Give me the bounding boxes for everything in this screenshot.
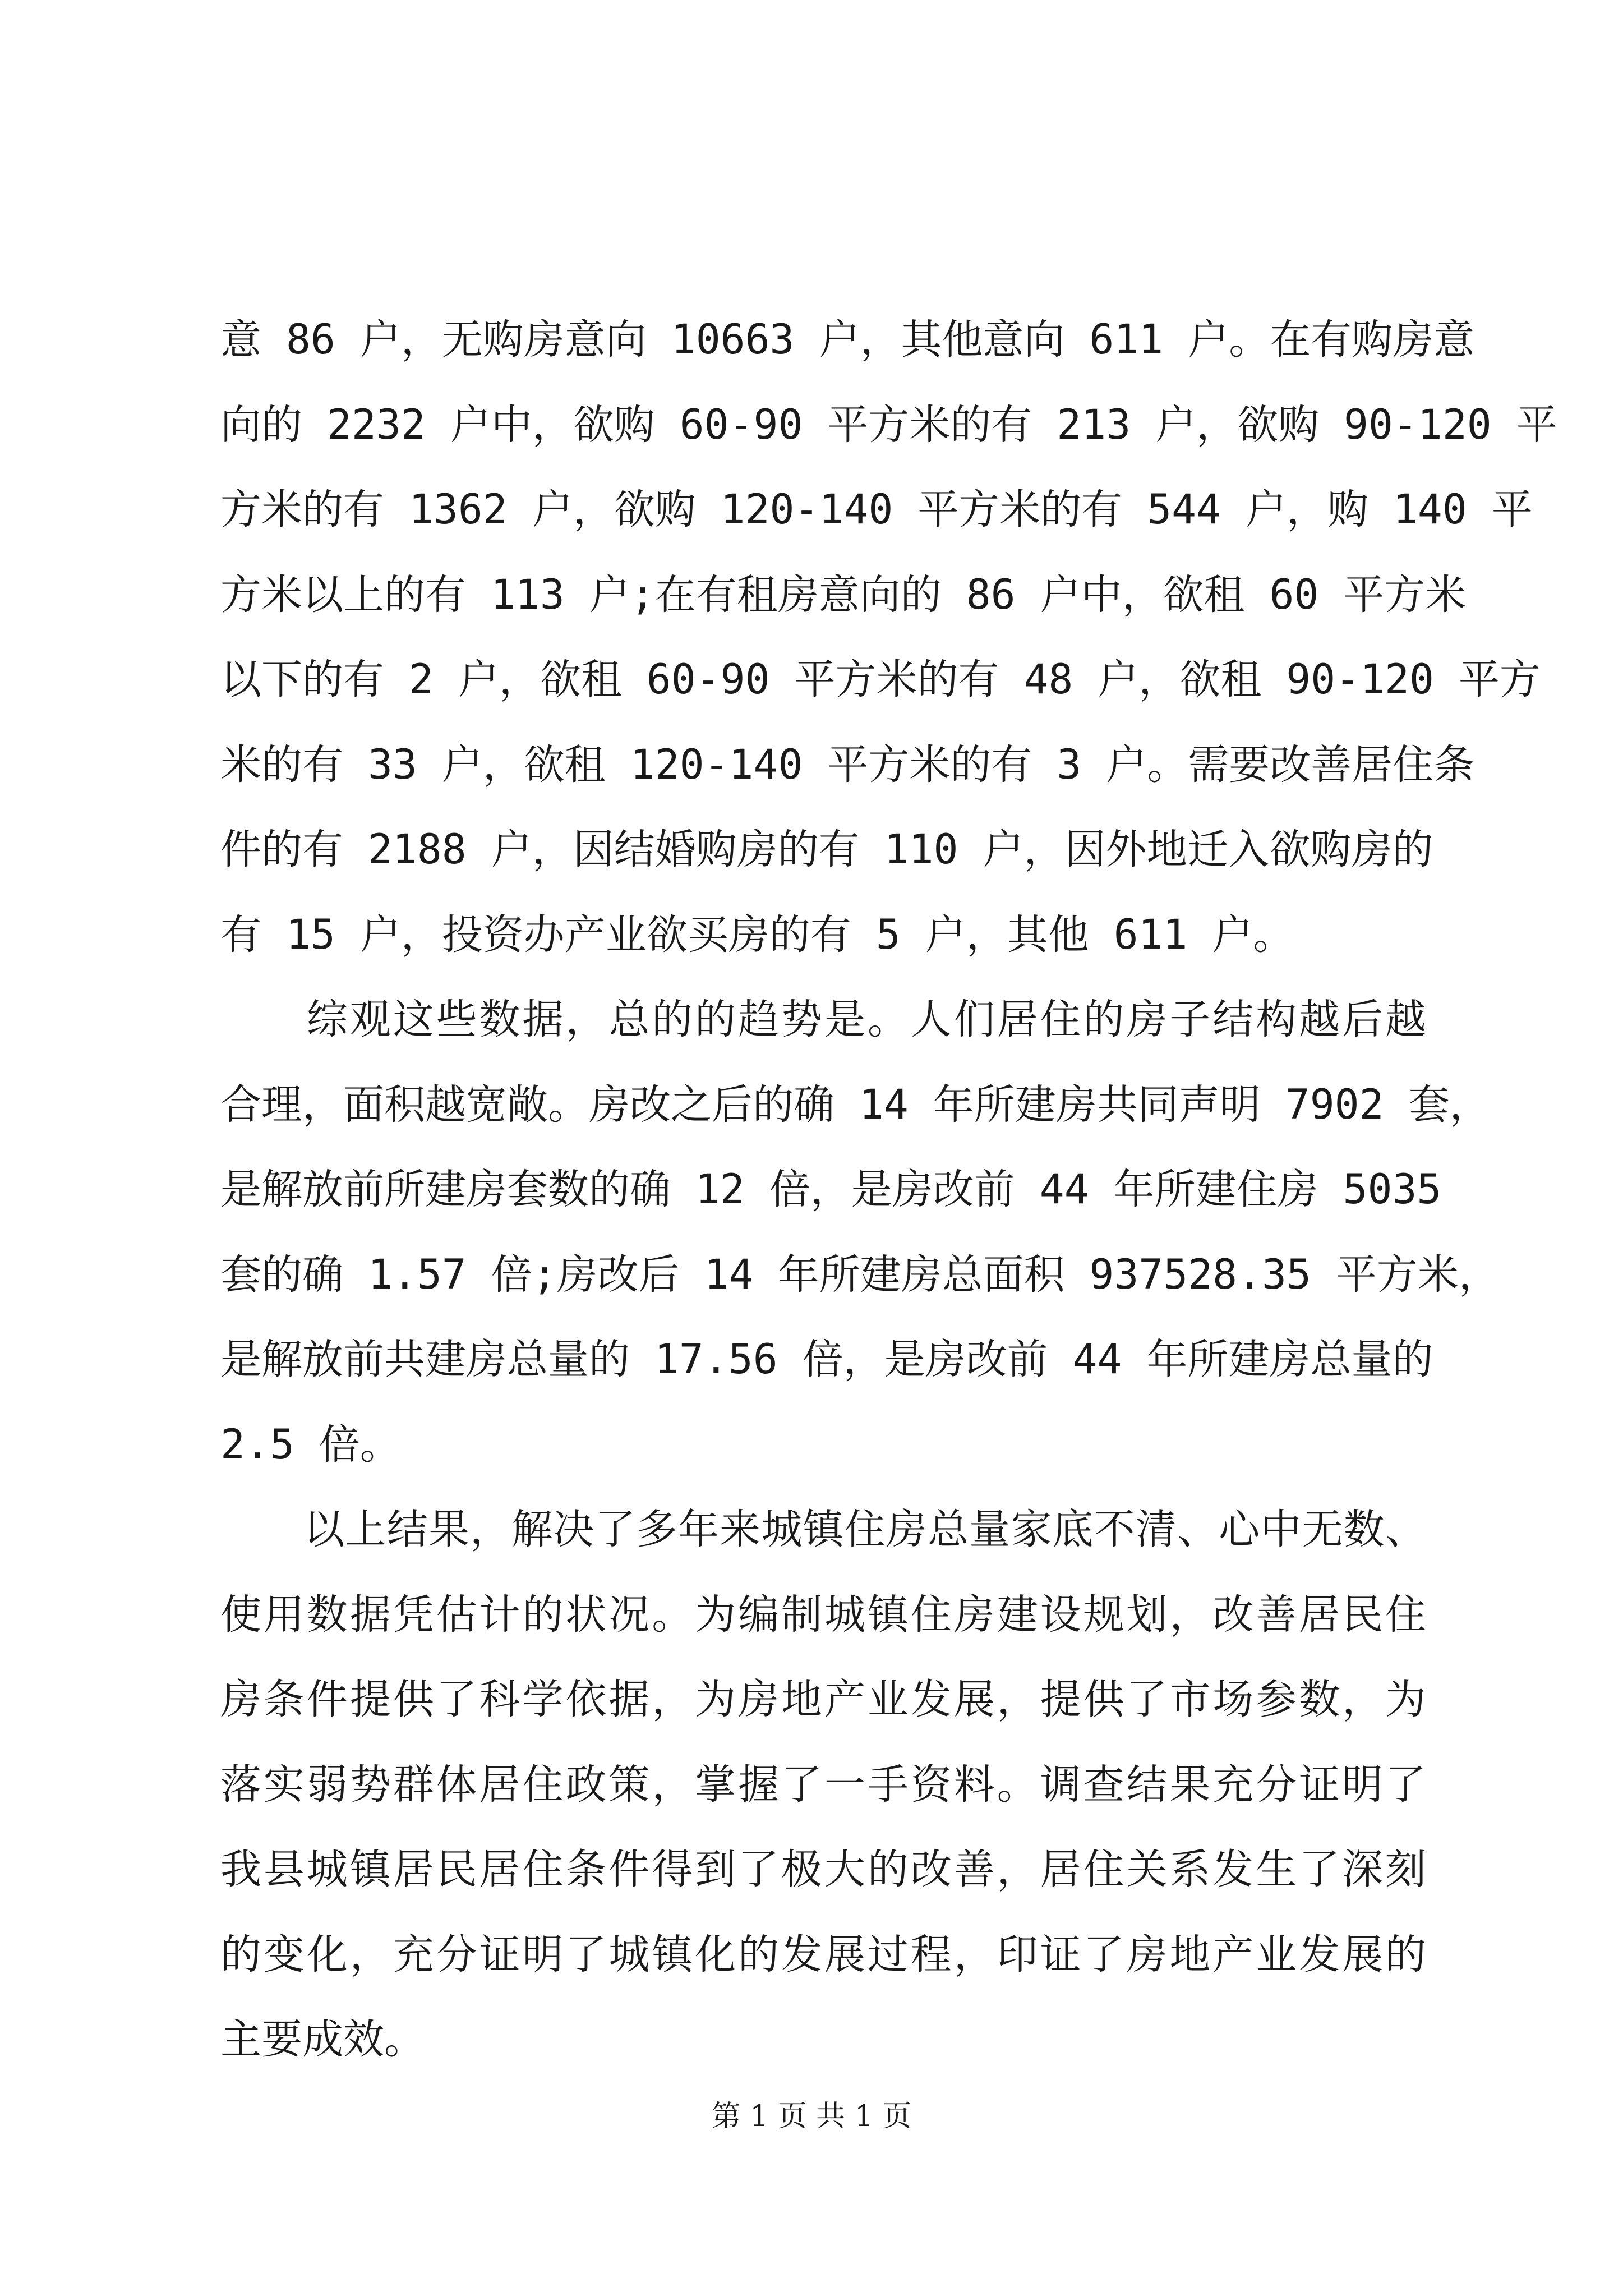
text-line: 有 15 户，投资办产业欲买房的有 5 户，其他 611 户。: [220, 910, 1294, 959]
text-line: 以下的有 2 户，欲租 60-90 平方米的有 48 户，欲租 90-120 平方: [220, 656, 1541, 703]
text-line: 的变化，充分证明了城镇化的发展过程，印证了房地产业发展的: [220, 1930, 1426, 1978]
text-line: 意 86 户，无购房意向 10663 户，其他意向 611 户。在有购房意: [220, 316, 1475, 364]
text-line: 综观这些数据，总的的趋势是。人们居住的房子结构越后越: [220, 996, 1426, 1043]
paragraph-3: [220, 1487, 1426, 2082]
text-line: 是解放前所建房套数的确 12 倍，是房改前 44 年所建住房 5035: [220, 1166, 1442, 1213]
text-line: 合理，面积越宽敞。房改之后的确 14 年所建房共同声明 7902 套，: [220, 1080, 1491, 1129]
document-body: [220, 297, 1557, 2082]
text-line: 米的有 33 户，欲租 120-140 平方米的有 3 户。需要改善居住条: [220, 740, 1475, 789]
text-line: 使用数据凭估计的状况。为编制城镇住房建设规划，改善居民住: [220, 1590, 1426, 1639]
paragraph-2: [220, 977, 1500, 1487]
paragraph-1: [220, 297, 1557, 977]
text-line: 套的确 1.57 倍;房改后 14 年所建房总面积 937528.35 平方米，: [220, 1250, 1500, 1299]
text-line: 是解放前共建房总量的 17.56 倍，是房改前 44 年所建房总量的: [220, 1336, 1433, 1383]
text-line: 房条件提供了科学依据，为房地产业发展，提供了市场参数，为: [220, 1676, 1426, 1723]
page-footer: 第 1 页 共 1 页: [711, 2100, 912, 2133]
text-line: 以上结果，解决了多年来城镇住房总量家底不清、心中无数、: [220, 1506, 1426, 1553]
text-line: 主要成效。: [220, 2016, 425, 2063]
text-line: 方米以上的有 113 户;在有租房意向的 86 户中，欲租 60 平方米: [220, 570, 1467, 619]
text-line: 落实弱势群体居住政策，掌握了一手资料。调查结果充分证明了: [220, 1760, 1426, 1809]
text-line: 2.5 倍。: [220, 1420, 401, 1469]
text-line: 方米的有 1362 户，欲购 120-140 平方米的有 544 户，购 140 平: [220, 486, 1533, 533]
text-line: 向的 2232 户中，欲购 60-90 平方米的有 213 户，欲购 90-120 平: [220, 401, 1557, 449]
text-line: 件的有 2188 户，因结婚购房的有 110 户，因外地迁入欲购房的: [220, 826, 1433, 873]
text-line: 我县城镇居民居住条件得到了极大的改善，居住关系发生了深刻: [220, 1846, 1426, 1893]
